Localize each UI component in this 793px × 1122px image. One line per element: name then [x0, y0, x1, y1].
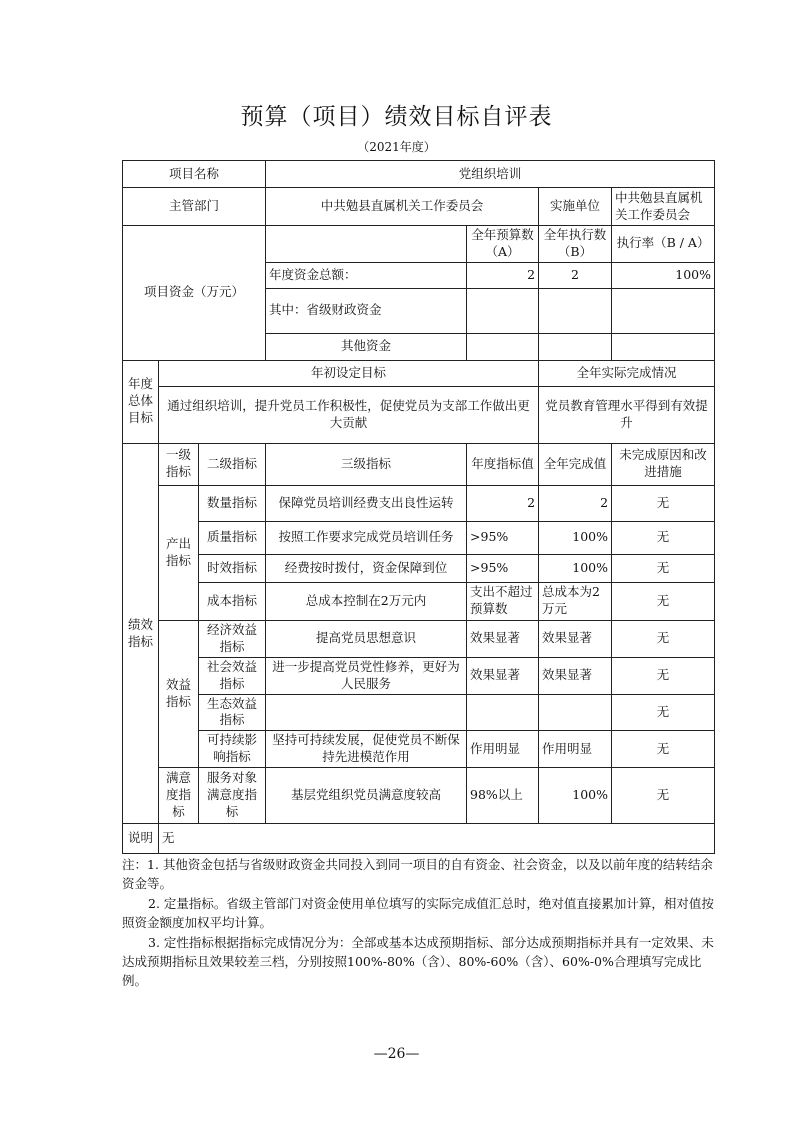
competent-dept-label: 主管部门: [123, 188, 266, 226]
funds-total-label: 年度资金总额：: [266, 262, 467, 288]
indicators-section-label: 绩效指标: [123, 443, 159, 824]
indicator-reason: 无: [612, 620, 715, 657]
indicator-reason: 无: [612, 554, 715, 582]
indicator-level2: 质量指标: [199, 521, 266, 554]
indicator-level3: 总成本控制在2万元内: [266, 582, 467, 620]
indicator-level3: 提高党员思想意识: [266, 620, 467, 657]
funds-total-budget: 2: [467, 262, 539, 288]
indicator-level2: 服务对象满意度指标: [199, 768, 266, 824]
indicator-level3: [266, 694, 467, 731]
indicator-target: 98%以上: [467, 768, 539, 824]
indicator-level3: 按照工作要求完成党员培训任务: [266, 521, 467, 554]
impl-unit-label: 实施单位: [539, 188, 612, 226]
indicator-level2: 数量指标: [199, 485, 266, 521]
goal-actual-header: 全年实际完成情况: [539, 360, 715, 386]
competent-dept-value: 中共勉县直属机关工作委员会: [266, 188, 539, 226]
indicator-target: 2: [467, 485, 539, 521]
indicator-target: 效果显著: [467, 620, 539, 657]
indicator-level2: 成本指标: [199, 582, 266, 620]
goal-actual-text: 党员教育管理水平得到有效提升: [539, 386, 715, 443]
footnote-3: 3. 定性指标根据指标完成情况分为：全部或基本达成预期指标、部分达成预期指标并具有一定效果、未达成预期指标且效果较差三档，分别按照100%-80%（含）、80%-60%（含）、60%-0%合理填写完成比例。: [122, 934, 714, 989]
funds-provincial-label: 其中：省级财政资金: [266, 288, 467, 333]
satisfaction-indicator-label: 满意度指标: [159, 768, 199, 824]
indicator-actual: 作用明显: [539, 731, 612, 768]
indicator-actual: 100%: [539, 521, 612, 554]
indicator-actual: 效果显著: [539, 620, 612, 657]
indicator-reason: 无: [612, 731, 715, 768]
annual-goal-label: 年度总体目标: [123, 360, 159, 443]
benefit-indicator-label: 效益指标: [159, 620, 199, 768]
indicator-reason: 无: [612, 657, 715, 694]
footnote-1: 注：1. 其他资金包括与省级财政资金共同投入到同一项目的自有资金、社会资金，以及以前年度的结转结余资金等。: [122, 857, 713, 892]
indicator-level3: 保障党员培训经费支出良性运转: [266, 485, 467, 521]
funds-provincial-rate: [612, 288, 715, 333]
indicator-actual: 100%: [539, 554, 612, 582]
indicator-reason: 无: [612, 694, 715, 731]
indicator-target: [467, 694, 539, 731]
funds-blank-header: [266, 226, 467, 263]
level3-header: 三级指标: [266, 443, 467, 485]
self-evaluation-table: [122, 160, 715, 854]
remark-value: 无: [159, 824, 715, 854]
indicator-actual: 100%: [539, 768, 612, 824]
funds-provincial-exec: [539, 288, 612, 333]
goal-set-text: 通过组织培训，提升党员工作积极性，促使党员为支部工作做出更大贡献: [159, 386, 539, 443]
funds-provincial-budget: [467, 288, 539, 333]
funds-rate-header: 执行率（B / A）: [612, 226, 715, 263]
project-name-label: 项目名称: [123, 161, 266, 188]
fiscal-year: （2021年度）: [357, 140, 436, 154]
indicator-level2: 生态效益指标: [199, 694, 266, 731]
indicator-target: >95%: [467, 521, 539, 554]
funds-exec-header: 全年执行数（B）: [539, 226, 612, 263]
indicator-level2: 经济效益指标: [199, 620, 266, 657]
indicator-target: 支出不超过预算数: [467, 582, 539, 620]
indicator-reason: 无: [612, 485, 715, 521]
funds-total-exec: 2: [539, 262, 612, 288]
indicator-actual: 效果显著: [539, 657, 612, 694]
indicator-reason: 无: [612, 582, 715, 620]
funds-total-rate: 100%: [612, 262, 715, 288]
indicator-actual: 总成本为2万元: [539, 582, 612, 620]
page-number: —26—: [373, 1046, 420, 1062]
indicator-level3: 进一步提高党员党性修养，更好为人民服务: [266, 657, 467, 694]
funds-other-exec: [539, 333, 612, 360]
project-name-value: 党组织培训: [266, 161, 715, 188]
funds-other-label: 其他资金: [266, 333, 467, 360]
indicator-level2: 时效指标: [199, 554, 266, 582]
target-header: 年度指标值: [467, 443, 539, 485]
output-indicator-label: 产出指标: [159, 485, 199, 620]
reason-header: 未完成原因和改进措施: [612, 443, 715, 485]
indicator-actual: [539, 694, 612, 731]
indicator-target: >95%: [467, 554, 539, 582]
actual-header: 全年完成值: [539, 443, 612, 485]
level2-header: 二级指标: [199, 443, 266, 485]
footnotes: [122, 855, 718, 991]
indicator-reason: 无: [612, 521, 715, 554]
indicator-level3: 坚持可持续发展，促使党员不断保持先进模范作用: [266, 731, 467, 768]
indicator-reason: 无: [612, 768, 715, 824]
indicator-level2: 可持续影响指标: [199, 731, 266, 768]
funds-budget-header: 全年预算数（A）: [467, 226, 539, 263]
indicator-level3: 基层党组织党员满意度较高: [266, 768, 467, 824]
indicator-actual: 2: [539, 485, 612, 521]
page-title: 预算（项目）绩效目标自评表: [240, 104, 553, 130]
indicator-target: 效果显著: [467, 657, 539, 694]
level1-header: 一级指标: [159, 443, 199, 485]
indicator-target: 作用明显: [467, 731, 539, 768]
funds-other-budget: [467, 333, 539, 360]
funds-label: 项目资金（万元）: [123, 226, 266, 361]
remark-label: 说明: [123, 824, 159, 854]
indicator-level2: 社会效益指标: [199, 657, 266, 694]
footnote-2: 2. 定量指标。省级主管部门对资金使用单位填写的实际完成值汇总时，绝对值直接累加计算，相对值按照资金额度加权平均计算。: [122, 895, 714, 931]
indicator-level3: 经费按时拨付，资金保障到位: [266, 554, 467, 582]
impl-unit-value: 中共勉县直属机关工作委员会: [612, 188, 715, 226]
goal-set-header: 年初设定目标: [159, 360, 539, 386]
funds-other-rate: [612, 333, 715, 360]
